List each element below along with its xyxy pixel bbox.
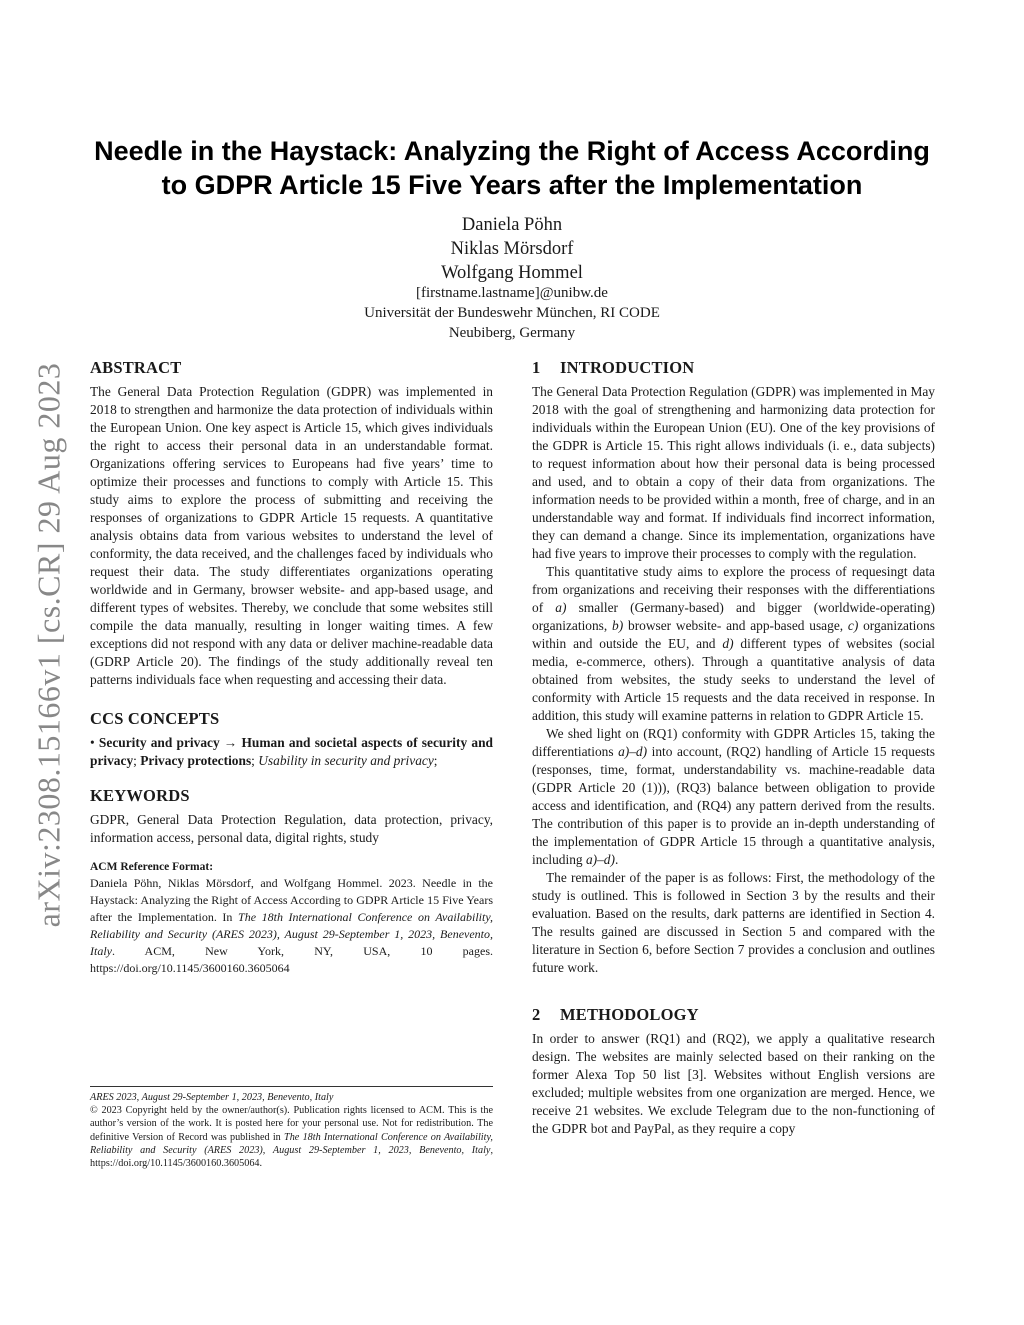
- keywords-text: GDPR, General Data Protection Regulation, data protection, privacy, information access, personal data, digital rights, study: [90, 812, 493, 845]
- text-run: into account, (RQ2) handling of Article 15 requests (responses, time, format, understandability vs. machine-readable data (GDPR Article 20 (1))), (RQ3) balance between obligation to provide access and identification, and (RQ4) any pattern derived from the results. The contribution of this paper is to provide an in-depth understanding of the implementation of GDPR Article 15 through a quantitative analysis, including: [532, 744, 935, 867]
- paper-title-line-1: Needle in the Haystack: Analyzing the Right of Access According: [94, 136, 930, 166]
- footnote-doi: , https://doi.org/10.1145/3600160.3605064.: [90, 1144, 493, 1170]
- separator: ;: [251, 753, 259, 768]
- paper-title-line-2: to GDPR Article 15 Five Years after the Implementation: [161, 170, 863, 200]
- abstract-text: The General Data Protection Regulation (GDPR) was implemented in 2018 to strengthen and harmonize the data protection of individuals within the European Union. One key aspect is Article 15, which gives individuals the right to access their personal data in an understandable format. Organizations offering services to Europeans had five years’ time to optimize their processes and functions to comply with Article 15. This study aims to explore the process of submitting and receiving the responses of organizations to GDPR Article 15 requests. A quantitative analysis obtains data from various websites to understand the level of conformity, the data received, and the challenges faced by individuals who request their data. The study differentiates organizations operating worldwide and in Germany, browser website- and app-based usage, and different types of websites. Thereby, we conclude that some websites still compile the data manually, resulting in longer waiting times. A few exceptions did not respond with any data or deliver machine-readable data (GDRP Article 20). The findings of the study additionally reveal ten patterns individuals face when requesting and accessing their data.: [90, 384, 493, 687]
- acm-reference-part: Daniela Pöhn, Niklas Mörsdorf, and Wolfgang Hommel. 2023. Needle in the Haystack: Analyzing the Right of Access According to GDPR Article 15 Five Years after the Implementation. In: [90, 876, 493, 924]
- ccs-concept: Human and societal aspects of security and privacy: [90, 735, 493, 768]
- text-run: organizations within and outside the EU, and: [532, 618, 935, 651]
- author-list: [262, 213, 762, 285]
- paper-title: [70, 134, 954, 202]
- italic-run: a): [555, 600, 567, 615]
- separator: ;: [433, 753, 438, 768]
- ccs-concept: Security and privacy: [98, 735, 220, 750]
- footnote-conference: ARES 2023, August 29-September 1, 2023, Benevento, Italy: [90, 1092, 334, 1103]
- text-run: We shed light on (RQ1) conformity with GDPR Articles 15, taking the differentiations: [532, 726, 935, 759]
- text-run: browser website- and app-based usage,: [623, 618, 848, 633]
- copyright-footnote: [90, 1086, 493, 1170]
- text-run: different types of websites (social media, e-commerce, others). Through a quantitative analysis of data obtained from websites, the study seeks to understand the level of conformity with Article 15 requests and the data received in response. In addition, this study will examine patterns in relation to GDPR Article 15.: [532, 636, 936, 723]
- methodology-heading: [532, 1005, 935, 1025]
- italic-run: a)–d): [585, 852, 615, 867]
- acm-reference-part: . ACM, New York, NY, USA, 10 pages. https://doi.org/10.1145/3600160.3605064: [90, 944, 493, 975]
- separator: ;: [133, 753, 141, 768]
- italic-run: c): [847, 618, 859, 633]
- right-column: [532, 358, 935, 1138]
- section-title: INTRODUCTION: [560, 358, 695, 377]
- text-run: .: [614, 852, 619, 867]
- ccs-concept: Usability in security and privacy: [258, 753, 434, 768]
- introduction-paragraph-1: The General Data Protection Regulation (GDPR) was implemented in May 2018 with the goal of strengthening and harmonizing data protection for individuals within the European Union (EU). One of the key provisions of the GDPR is Article 15. This right allows individuals (i. e., data subjects) to request information about how their personal data is being processed and used, and to obtain a copy of their data from organizations. The information needs to be provided within a month, free of charge, and in an understandable way and format. If individuals find incorrect information, they can demand a change. Since its implementation, organizations have had five years to improve their processes to comply with the regulation.: [532, 384, 935, 561]
- acm-reference-heading: ACM Reference Format:: [90, 861, 214, 873]
- section-title: METHODOLOGY: [560, 1005, 699, 1024]
- text-run: smaller (Germany-based) and bigger (worldwide-operating) organizations,: [532, 600, 935, 633]
- italic-run: a)–d): [618, 744, 648, 759]
- ccs-concepts-text: [90, 734, 493, 770]
- acm-reference-venue: The 18th International Conference on Availability, Reliability and Security (ARES 2023), August 29-September 1, 2023, Benevento, Italy: [90, 910, 493, 958]
- bullet: •: [90, 735, 95, 750]
- arxiv-identifier-stamp: arXiv:2308.15166v1 [cs.CR] 29 Aug 2023: [30, 362, 67, 928]
- affiliation-block: [262, 283, 762, 343]
- text-run: This quantitative study aims to explore the process of requesingt data from organizations and receiving their responses with the differentiations of: [532, 564, 935, 615]
- italic-run: d): [722, 636, 734, 651]
- institution-location: Neubiberg, Germany: [448, 325, 576, 341]
- institution-name: Universität der Bundeswehr München, RI CODE: [364, 305, 660, 321]
- acm-reference-text: [90, 875, 493, 977]
- author-name: Wolfgang Hommel: [441, 263, 583, 283]
- footnote-venue: The 18th International Conference on Availability, Reliability and Security (ARES 2023), August 29-September 1, 2023, Benevento, Italy: [90, 1131, 493, 1156]
- ccs-concepts-heading: CCS CONCEPTS: [90, 709, 220, 728]
- ccs-concept: Privacy protections: [140, 753, 252, 768]
- introduction-paragraph-3: [532, 725, 935, 869]
- introduction-paragraph-2: [532, 563, 935, 725]
- italic-run: b): [612, 618, 624, 633]
- footnote-copyright: [90, 1104, 493, 1170]
- left-column: [90, 358, 493, 977]
- author-name: Niklas Mörsdorf: [450, 239, 574, 259]
- abstract-heading: ABSTRACT: [90, 358, 182, 377]
- footnote-copyright-text: © 2023 Copyright held by the owner/author(s). Publication rights licensed to ACM. This is the author’s version of the work. It is posted here for your personal use. Not for redistribution. The definitive Version of Record was published in: [90, 1105, 493, 1143]
- author-name: Daniela Pöhn: [461, 215, 563, 235]
- introduction-heading: [532, 358, 935, 378]
- author-email: [firstname.lastname]@unibw.de: [416, 285, 608, 301]
- introduction-paragraph-4: The remainder of the paper is as follows: First, the methodology of the study is outlined. This is followed in Section 3 by the results and their evaluation. Based on the results, dark patterns are identified in Section 4. The results gained are discussed in Section 5 and compared with the literature in Section 6, before Section 7 provides a conclusion and outlines future work.: [532, 870, 935, 975]
- section-number: 2: [532, 1005, 541, 1024]
- methodology-paragraph-1: In order to answer (RQ1) and (RQ2), we apply a qualitative research design. The websites are mainly selected based on their ranking on the former Alexa Top 50 list [3]. Websites without English versions are excluded; multiple websites from one organization are merged. Hence, we receive 21 websites. We exclude Telegram due to the non-functioning of the GDPR bot and PayPal, as they require a copy: [532, 1031, 935, 1136]
- section-number: 1: [532, 358, 541, 377]
- keywords-heading: KEYWORDS: [90, 786, 190, 805]
- arrow-icon: →: [223, 735, 238, 750]
